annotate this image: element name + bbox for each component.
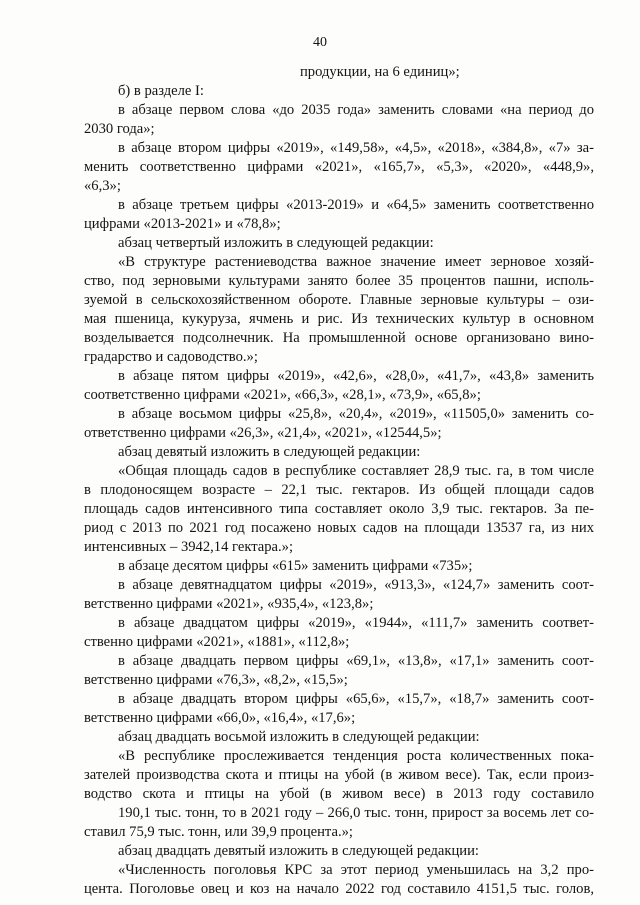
text-line: в абзаце двадцать втором цифры «65,6», «15,7», «18,7» заменить соот- [118,691,594,707]
text-line: цента. Поголовье овец и коз на начало 2022 год составило 4151,5 тыс. голов, [84,881,594,897]
text-line: в абзаце восьмом цифры «25,8», «20,4», «2019», «11505,0» заменить со- [118,406,594,422]
text-line: продукции, на 6 единиц»; [300,64,460,80]
text-line: риод с 2013 по 2021 год посажено новых садов на площади 13537 га, из них [84,520,594,536]
text-line: 2030 года»; [84,121,155,137]
text-line: ветственно цифрами «76,3», «8,2», «15,5»; [84,672,348,688]
text-line: в плодоносящем возрасте – 22,1 тыс. гектаров. Из общей площади садов [84,482,594,498]
text-line: «Общая площадь садов в республике составляет 28,9 тыс. га, в том числе [118,463,594,479]
text-line: интенсивных – 3942,14 гектара.»; [84,539,294,555]
text-line: в абзаце пятом цифры «2019», «42,6», «28,0», «41,7», «43,8» заменить [118,368,594,384]
text-line: абзац двадцать восьмой изложить в следующей редакции: [118,729,480,745]
text-line: возделывается подсолнечник. На промышленной основе организовано вино- [84,330,594,346]
text-line: абзац девятый изложить в следующей редакции: [118,444,421,460]
text-line: цифрами «2013-2021» и «78,8»; [84,216,281,232]
text-line: площадь садов интенсивного типа составляет около 3,9 тыс. гектаров. За пе- [84,501,594,517]
text-line: абзац двадцать девятый изложить в следующей редакции: [118,843,479,859]
text-line: 190,1 тыс. тонн, то в 2021 году – 266,0 тыс. тонн, прирост за восемь лет со- [118,805,594,821]
text-line: зателей производства скота и птицы на убой (в живом весе). Так, если произ- [84,767,594,783]
text-line: абзац четвертый изложить в следующей редакции: [118,235,434,251]
text-line: «В структуре растениеводства важное значение имеет зерновое хозяй- [118,254,594,270]
text-line: б) в разделе I: [118,83,204,99]
text-line: ветственно цифрами «2021», «935,4», «123,8»; [84,596,374,612]
text-line: менить соответственно цифрами «2021», «165,7», «5,3», «2020», «448,9», [84,159,594,175]
text-line: «6,3»; [84,178,121,194]
text-line: в абзаце девятнадцатом цифры «2019», «913,3», «124,7» заменить соот- [118,577,594,593]
text-line: ство, под зерновыми культурами занято более 35 процентов пашни, исполь- [84,273,594,289]
text-line: в абзаце первом слова «до 2035 года» заменить словами «на период до [118,102,594,118]
text-line: в абзаце двадцатом цифры «2019», «1944», «111,7» заменить соответ- [118,615,594,631]
text-line: ставил 75,9 тыс. тонн, или 39,9 процента.»; [84,824,353,840]
text-line: в абзаце двадцать первом цифры «69,1», «13,8», «17,1» заменить соот- [118,653,594,669]
text-line: в абзаце втором цифры «2019», «149,58», «4,5», «2018», «384,8», «7» за- [118,140,594,156]
text-line: мая пшеница, кукуруза, ячмень и рис. Из технических культур в основном [84,311,594,327]
text-line: ветственно цифрами «66,0», «16,4», «17,6»; [84,710,356,726]
text-line: «В республике прослеживается тенденция роста количественных пока- [118,748,594,764]
text-line: ответственно цифрами «26,3», «21,4», «2021», «12544,5»; [84,425,442,441]
text-line: ственно цифрами «2021», «1881», «112,8»; [84,634,350,650]
text-line: в абзаце третьем цифры «2013-2019» и «64,5» заменить соответственно [118,197,594,213]
page-number: 40 [313,35,327,50]
text-line: водство скота и птицы на убой (в живом весе) в 2013 году составило [84,786,594,802]
text-line: градарство и садоводство.»; [84,349,258,365]
text-line: в абзаце десятом цифры «615» заменить цифрами «735»; [118,558,473,574]
text-line: зуемой в сельскохозяйственном обороте. Главные зерновые культуры – ози- [84,292,594,308]
text-line: соответственно цифрами «2021», «66,3», «28,1», «73,9», «65,8»; [84,387,481,403]
text-line: «Численность поголовья КРС за этот период уменьшилась на 3,2 про- [118,862,594,878]
